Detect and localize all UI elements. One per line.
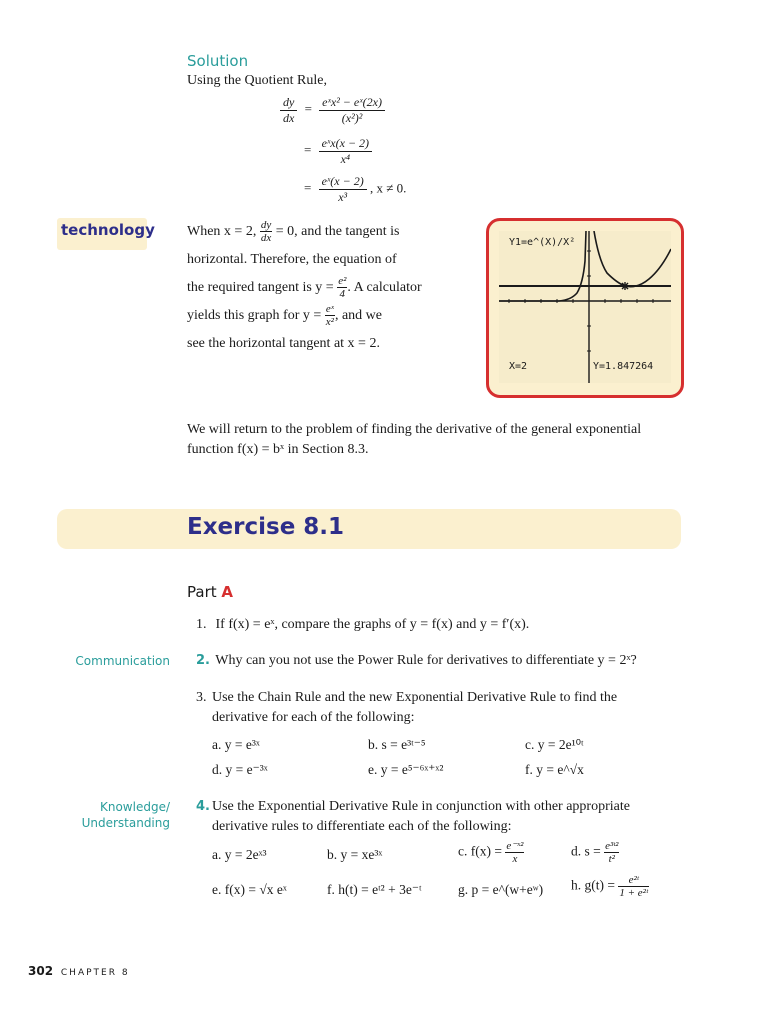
technology-line-2: horizontal. Therefore, the equation of: [187, 252, 397, 267]
exercise-title: Exercise 8.1: [187, 514, 345, 540]
chapter-label: CHAPTER 8: [60, 968, 130, 978]
question-4: [196, 797, 686, 837]
derivation-line-2: = $\frac{\text{eˣx(x − 2)}}{\text{x⁴}}$: [300, 136, 372, 167]
q4-part-e: e. f(x) = √x eˣ: [212, 882, 287, 897]
question-1-number: 1.: [196, 617, 207, 632]
technology-line-1: When x = 2, $\frac{dy}{dx}$ = 0, and the tangent is: [187, 219, 400, 245]
question-1-text: If f(x) = eˣ, compare the graphs of y = f(x) and y = f′(x).: [215, 617, 530, 632]
page-number: 302: [28, 964, 54, 978]
communication-label: Communication: [75, 654, 170, 668]
q4-part-h: h. g(t) = $\frac{\text{e²ᵗ}}{\text{1 + e²ᵗ}}$: [571, 874, 648, 899]
question-1: [196, 615, 686, 635]
dy-dx-fraction: $\frac{dy}{dx}$: [280, 95, 297, 126]
calculator-screen: [499, 231, 671, 383]
q4-part-f: f. h(t) = eᵗ² + 3e⁻ᵗ: [327, 882, 422, 897]
calculator-x-readout: X=2: [509, 361, 528, 372]
step1-fraction: $\frac{\text{eˣx² − eˣ(2x)}}{\text{(x²)²}}$: [319, 95, 385, 126]
calculator-equation: Y1=e^(X)/X²: [509, 237, 576, 248]
page-footer: [28, 964, 130, 978]
technology-badge: [57, 218, 155, 250]
q4-part-c: c. f(x) = $\frac{\text{e⁻ˣ²}}{x}$: [458, 840, 524, 865]
question-3-text-2: derivative for each of the following:: [212, 710, 415, 725]
question-4-text-1: Use the Exponential Derivative Rule in conjunction with other appropriate: [212, 799, 630, 814]
q3-part-b: b. s = e³ᵗ⁻⁵: [368, 737, 426, 752]
question-4-number: 4.: [196, 799, 210, 814]
step2-fraction: $\frac{\text{eˣx(x − 2)}}{\text{x⁴}}$: [319, 136, 372, 167]
q3-part-f: f. y = e^√x: [525, 762, 584, 777]
technology-line-4: yields this graph for y = $\frac{\text{eˣ}}{\text{x²}}$ , and we: [187, 303, 382, 329]
calculator-y-readout: Y=1.847264: [593, 361, 654, 372]
derivation-line-3: = $\frac{\text{eˣ(x − 2)}}{\text{x³}}$ , x ≠ 0.: [304, 174, 407, 204]
exercise-banner: [57, 509, 681, 549]
step3-tail: , x ≠ 0.: [369, 180, 407, 196]
part-label: Part: [187, 583, 217, 601]
q4-part-b: b. y = xe³ˣ: [327, 847, 383, 862]
question-3-text-1: Use the Chain Rule and the new Exponential Derivative Rule to find the: [212, 690, 618, 705]
q4-part-a: a. y = 2eˣ³: [212, 847, 267, 862]
technology-line-5: see the horizontal tangent at x = 2.: [187, 336, 380, 351]
derivation-line-1: $\frac{dy}{dx}$ = $\frac{\text{eˣx² − eˣ(2x)}}{\text{(x²)²}}$: [280, 95, 385, 126]
curve-right-branch: [594, 231, 671, 287]
solution-intro: Using the Quotient Rule,: [187, 73, 327, 88]
q4-part-g: g. p = e^(w+eʷ): [458, 882, 544, 897]
q3-part-e: e. y = e⁵⁻⁶ˣ⁺ˣ²: [368, 762, 444, 777]
trace-cursor: [621, 282, 629, 290]
technology-text: [187, 218, 462, 358]
q3-part-a: a. y = e³ˣ: [212, 737, 260, 752]
step3-fraction: $\frac{\text{eˣ(x − 2)}}{\text{x³}}$: [319, 174, 367, 205]
question-3: [196, 688, 686, 728]
return-note: [187, 420, 687, 460]
part-heading: [187, 583, 233, 601]
return-note-line-2: function f(x) = bˣ in Section 8.3.: [187, 442, 369, 457]
part-letter: A: [221, 583, 234, 601]
q3-part-d: d. y = e⁻³ˣ: [212, 762, 268, 777]
question-2: [196, 651, 686, 671]
technology-line-3: the required tangent is y = $\frac{\text{e²}}{4}$ . A calculator: [187, 275, 422, 301]
calculator-frame: [486, 218, 684, 398]
question-3-number: 3.: [196, 690, 207, 705]
q3-part-c: c. y = 2e¹⁰ᵗ: [525, 737, 584, 752]
solution-heading: Solution: [187, 52, 249, 70]
technology-badge-label: technology: [61, 221, 155, 239]
question-2-text: Why can you not use the Power Rule for derivatives to differentiate y = 2ˣ?: [215, 653, 637, 668]
question-2-number: 2.: [196, 653, 210, 668]
q4-part-d: d. s = $\frac{\text{e³ᵗ²}}{\text{t²}}$: [571, 840, 619, 865]
return-note-line-1: We will return to the problem of finding the derivative of the general exponential: [187, 422, 642, 437]
knowledge-understanding-label: Knowledge/ Understanding: [81, 800, 170, 830]
question-4-text-2: derivative rules to differentiate each of the following:: [212, 819, 512, 834]
